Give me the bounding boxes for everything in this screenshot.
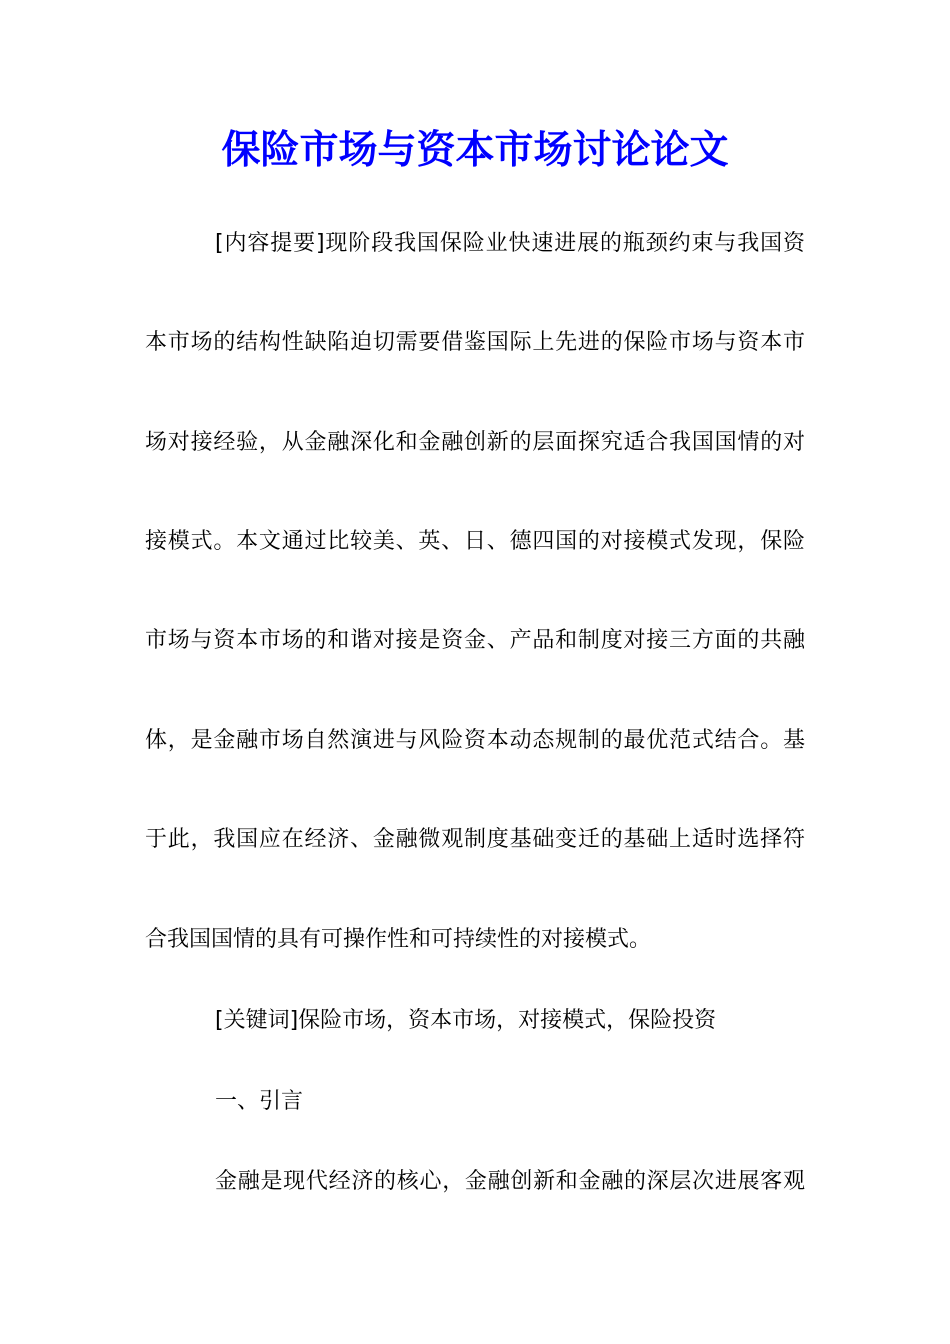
body-paragraph-line-1: 金融是现代经济的核心，金融创新和金融的深层次进展客观 bbox=[215, 1169, 805, 1194]
keywords-line: [关键词]保险市场，资本市场，对接模式，保险投资 bbox=[215, 1008, 717, 1033]
abstract-line-1: [内容提要]现阶段我国保险业快速进展的瓶颈约束与我国资 bbox=[215, 231, 805, 256]
abstract-line-7: 于此，我国应在经济、金融微观制度基础变迁的基础上适时选择符 bbox=[145, 827, 805, 852]
abstract-line-2: 本市场的结构性缺陷迫切需要借鉴国际上先进的保险市场与资本市 bbox=[145, 330, 805, 355]
abstract-line-4: 接模式。本文通过比较美、英、日、德四国的对接模式发现，保险 bbox=[145, 529, 805, 554]
section-heading: 一、引言 bbox=[215, 1089, 304, 1114]
abstract-line-8: 合我国国情的具有可操作性和可持续性的对接模式。 bbox=[145, 927, 652, 952]
document-title: 保险市场与资本市场讨论论文 bbox=[221, 127, 729, 173]
abstract-line-3: 场对接经验，从金融深化和金融创新的层面探究适合我国国情的对 bbox=[145, 430, 805, 455]
abstract-line-5: 市场与资本市场的和谐对接是资金、产品和制度对接三方面的共融 bbox=[145, 628, 805, 653]
abstract-line-6: 体，是金融市场自然演进与风险资本动态规制的最优范式结合。基 bbox=[145, 728, 805, 753]
